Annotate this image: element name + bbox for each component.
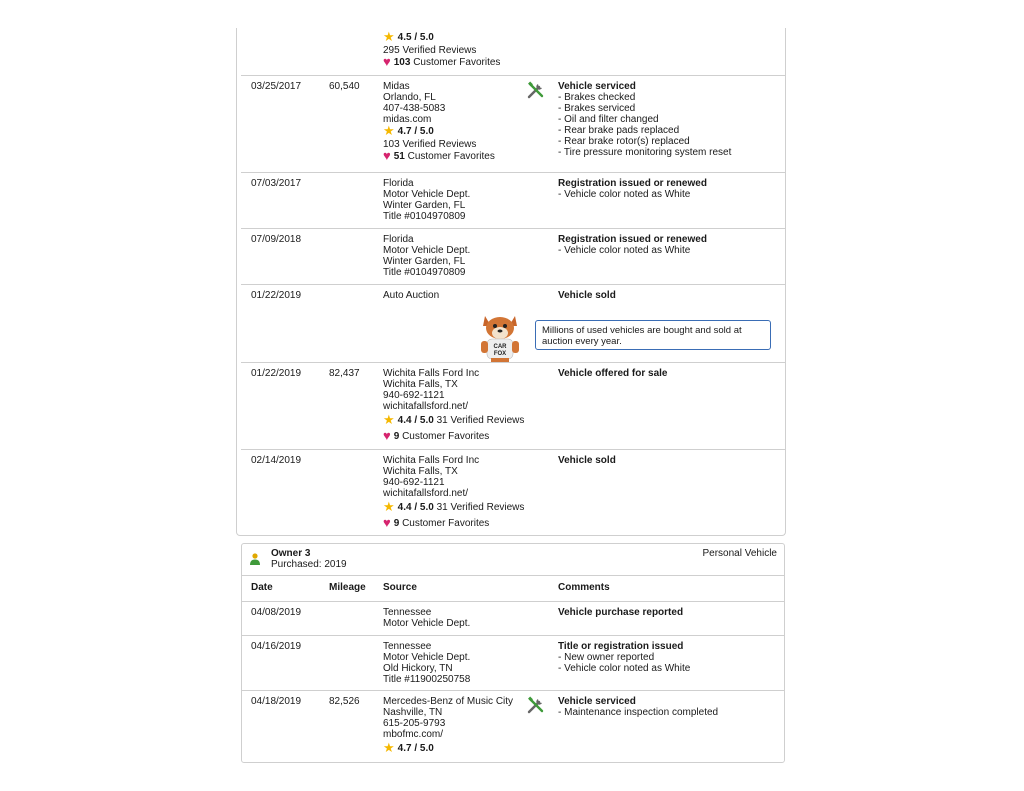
comment-item: - Vehicle color noted as White [558, 189, 691, 200]
row-divider [241, 172, 785, 173]
heart-icon: ♥ [383, 428, 391, 443]
source-name: Wichita Falls Ford Inc [383, 455, 480, 466]
source-cell [383, 607, 470, 629]
source-name: Tennessee [383, 641, 432, 652]
verified-reviews[interactable]: 31 Verified Reviews [436, 502, 525, 513]
source-location: Winter Garden, FL [383, 256, 466, 267]
heart-icon: ♥ [383, 54, 391, 69]
source-cell: Auto Auction [383, 290, 440, 301]
rating: 4.4 / 5.0 [397, 502, 434, 513]
header-mileage: Mileage [329, 582, 366, 593]
source-name: Florida [383, 234, 414, 245]
header-comments: Comments [558, 582, 610, 593]
comment-title: Vehicle sold [558, 290, 616, 301]
source-cell [383, 234, 470, 278]
favorites-label: Customer Favorites [413, 57, 501, 68]
owner-person-icon [250, 553, 260, 565]
comment-item: - Oil and filter changed [558, 114, 659, 125]
mileage-cell: 60,540 [329, 81, 360, 92]
source-dept: Motor Vehicle Dept. [383, 245, 471, 256]
rating: 4.4 / 5.0 [397, 415, 434, 426]
source-dept: Motor Vehicle Dept. [383, 618, 471, 629]
favorites-label: Customer Favorites [407, 151, 495, 162]
comment-item: - New owner reported [558, 652, 655, 663]
star-icon: ★ [383, 412, 395, 427]
source-website[interactable]: wichitafallsford.net/ [383, 401, 469, 412]
source-name: Mercedes-Benz of Music City [383, 696, 514, 707]
source-location: Winter Garden, FL [383, 200, 466, 211]
source-location: Wichita Falls, TX [383, 379, 458, 390]
source-cell [383, 455, 524, 531]
date-cell: 03/25/2017 [251, 81, 302, 92]
header-source: Source [383, 582, 417, 593]
service-tools-icon [527, 81, 545, 102]
header-date: Date [251, 582, 273, 593]
star-icon: ★ [383, 123, 395, 138]
source-dept: Motor Vehicle Dept. [383, 189, 471, 200]
history-row-auction [241, 290, 785, 362]
comment-title: Registration issued or renewed [558, 178, 707, 189]
svg-text:CAR: CAR [493, 344, 507, 350]
rating: 4.7 / 5.0 [397, 743, 434, 754]
comment-title: Vehicle serviced [558, 81, 636, 92]
favorites-count: 51 [393, 151, 405, 162]
source-name: Tennessee [383, 607, 432, 618]
svg-text:FOX: FOX [493, 351, 507, 357]
comment-title: Vehicle offered for sale [558, 368, 668, 379]
source-cell [383, 31, 500, 70]
source-website[interactable]: mbofmc.com/ [383, 729, 444, 740]
source-title-number: Title #0104970809 [383, 267, 466, 278]
rating: 4.7 / 5.0 [397, 126, 434, 137]
source-cell [383, 368, 524, 444]
row-divider [241, 362, 785, 363]
date-cell: 04/16/2019 [251, 641, 302, 652]
source-phone[interactable]: 940-692-1121 [383, 477, 445, 488]
date-cell: 07/03/2017 [251, 178, 302, 189]
source-location: Old Hickory, TN [383, 663, 453, 674]
mileage-cell: 82,526 [329, 696, 360, 707]
favorites-label: Customer Favorites [402, 431, 490, 442]
row-divider [241, 284, 785, 285]
star-icon: ★ [383, 740, 395, 755]
source-name: Midas [383, 81, 410, 92]
star-icon: ★ [383, 29, 395, 44]
comment-item: - Vehicle color noted as White [558, 245, 691, 256]
source-title-number: Title #0104970809 [383, 211, 466, 222]
star-icon: ★ [383, 499, 395, 514]
source-cell [383, 81, 495, 164]
source-title-number: Title #11900250758 [383, 674, 471, 685]
rating: 4.5 / 5.0 [397, 32, 434, 43]
comments-cell [558, 234, 707, 256]
source-website[interactable]: wichitafallsford.net/ [383, 488, 469, 499]
auction-info-tooltip: Millions of used vehicles are bought and sold at auction every year. [535, 320, 771, 350]
date-cell: 07/09/2018 [251, 234, 302, 245]
row-divider [241, 449, 785, 450]
source-phone[interactable]: 615-205-9793 [383, 718, 446, 729]
source-website[interactable]: midas.com [383, 114, 432, 125]
comment-item: - Brakes serviced [558, 103, 636, 114]
owner-vehicle-type: Personal Vehicle [702, 548, 777, 559]
source-name: Florida [383, 178, 414, 189]
comment-item: - Rear brake pads replaced [558, 125, 680, 136]
comments-cell [558, 81, 731, 158]
date-cell: 04/08/2019 [251, 607, 302, 618]
favorites-label: Customer Favorites [402, 518, 490, 529]
comment-title: Vehicle sold [558, 455, 616, 466]
comment-item: - Tire pressure monitoring system reset [558, 147, 732, 158]
service-tools-icon [527, 696, 545, 717]
comment-item: - Brakes checked [558, 92, 636, 103]
heart-icon: ♥ [383, 515, 391, 530]
source-name: Wichita Falls Ford Inc [383, 368, 480, 379]
carfox-mascot-icon [477, 312, 523, 362]
row-divider [241, 635, 785, 636]
row-divider [241, 601, 785, 602]
source-phone[interactable]: 407-438-5083 [383, 103, 446, 114]
verified-reviews: 295 Verified Reviews [383, 45, 477, 56]
favorites-count: 9 [393, 518, 400, 529]
source-location: Orlando, FL [383, 92, 436, 103]
verified-reviews[interactable]: 103 Verified Reviews [383, 139, 477, 150]
owner-purchased: Purchased: 2019 [271, 559, 347, 570]
favorites-count: 9 [393, 431, 400, 442]
comments-cell [558, 178, 707, 200]
comments-cell [558, 696, 718, 718]
source-cell [383, 641, 470, 685]
favorites-count: 103 [393, 57, 411, 68]
date-cell: 01/22/2019 [251, 290, 302, 301]
source-location: Nashville, TN [383, 707, 443, 718]
comment-item: - Rear brake rotor(s) replaced [558, 136, 690, 147]
source-location: Wichita Falls, TX [383, 466, 458, 477]
source-cell [383, 178, 470, 222]
source-cell [383, 696, 513, 756]
date-cell: 04/18/2019 [251, 696, 302, 707]
row-divider [241, 575, 785, 576]
mileage-cell: 82,437 [329, 368, 360, 379]
comments-cell [558, 641, 690, 674]
comment-item: - Vehicle color noted as White [558, 663, 691, 674]
owner-title: Owner 3 [271, 548, 311, 559]
comment-title: Registration issued or renewed [558, 234, 707, 245]
source-phone[interactable]: 940-692-1121 [383, 390, 445, 401]
row-divider [241, 228, 785, 229]
row-divider [241, 690, 785, 691]
comment-title: Vehicle serviced [558, 696, 636, 707]
comment-title: Vehicle purchase reported [558, 607, 684, 618]
date-cell: 02/14/2019 [251, 455, 302, 466]
date-cell: 01/22/2019 [251, 368, 302, 379]
source-dept: Motor Vehicle Dept. [383, 652, 471, 663]
heart-icon: ♥ [383, 148, 391, 163]
row-divider [241, 75, 785, 76]
comment-title: Title or registration issued [558, 641, 684, 652]
verified-reviews[interactable]: 31 Verified Reviews [436, 415, 525, 426]
comment-item: - Maintenance inspection completed [558, 707, 719, 718]
